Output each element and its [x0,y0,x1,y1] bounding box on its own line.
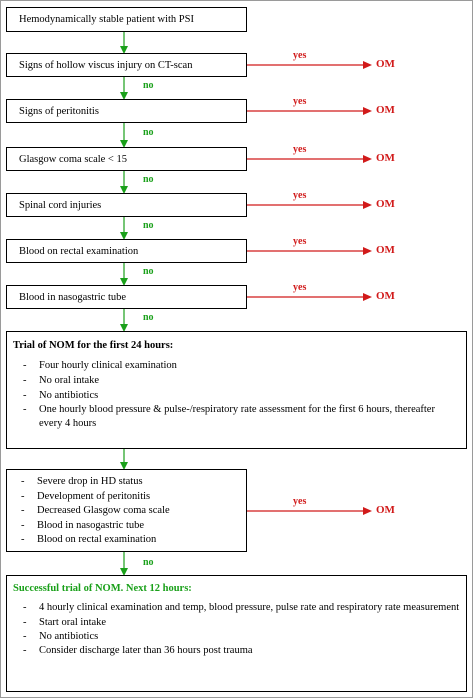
trial-item-2: - No oral intake [13,373,460,388]
gcs-box [6,147,247,171]
success-list [13,601,460,658]
trial-nom-box [6,331,467,449]
deterioration-item-4: - Blood in nasogastric tube [11,519,242,534]
start-text: Hemodynamically stable patient with PSI [19,14,194,25]
yes-label-1: yes [293,50,307,61]
trial-item-4: - One hourly blood pressure & pulse-/respiratory rate assessment for the first 6 hours, thereafter every 4 hours [13,403,460,431]
deterioration-item-2: - Development of peritonitis [11,490,242,505]
no-label-4: no [143,220,154,231]
no-label-3: no [143,174,154,185]
success-item-1: - 4 hourly clinical examination and temp, blood pressure, pulse rate and respiratory rate measurement [13,601,460,615]
yes-label-5: yes [293,236,307,247]
trial-nom-list [13,358,460,431]
nasogastric-box [6,285,247,309]
yes-label-6: yes [293,282,307,293]
om-label-1: OM [376,58,395,70]
om-label-6: OM [376,290,395,302]
om-label-7: OM [376,504,395,516]
hollow-viscus-box [6,53,247,77]
success-box [6,575,467,692]
trial-item-1: - Four hourly clinical examination [13,358,460,373]
deterioration-box [6,469,247,552]
rectal-exam-box [6,239,247,263]
gcs-text: Glasgow coma scale < 15 [19,153,127,165]
om-label-4: OM [376,198,395,210]
no-label-1: no [143,80,154,91]
trial-item-3: - No antibiotics [13,388,460,403]
nasogastric-text: Blood in nasogastric tube [19,291,127,303]
deterioration-list [11,475,242,548]
spinal-cord-text: Spinal cord injuries [19,199,102,211]
hollow-viscus-text: Signs of hollow viscus injury on CT-scan [19,59,193,71]
rectal-exam-text: Blood on rectal examination [19,245,139,257]
yes-label-2: yes [293,96,307,107]
trial-nom-title: Trial of NOM for the first 24 hours: [13,340,174,351]
peritonitis-text: Signs of peritonitis [19,105,99,117]
no-label-7: no [143,557,154,568]
om-label-2: OM [376,104,395,116]
success-item-3: - No antibiotics [13,630,460,644]
yes-label-4: yes [293,190,307,201]
peritonitis-box [6,99,247,123]
deterioration-item-1: - Severe drop in HD status [11,475,242,490]
yes-label-7: yes [293,496,307,507]
no-label-5: no [143,266,154,277]
deterioration-item-5: - Blood on rectal examination [11,533,242,548]
success-title: Successful trial of NOM. Next 12 hours: [13,583,192,594]
no-label-2: no [143,127,154,138]
om-label-3: OM [376,152,395,164]
start-box [6,7,247,32]
success-item-2: - Start oral intake [13,616,460,630]
yes-label-3: yes [293,144,307,155]
spinal-cord-box [6,193,247,217]
no-label-6: no [143,312,154,323]
om-label-5: OM [376,244,395,256]
success-item-4: - Consider discharge later than 36 hours post trauma [13,644,460,658]
deterioration-item-3: - Decreased Glasgow coma scale [11,504,242,519]
